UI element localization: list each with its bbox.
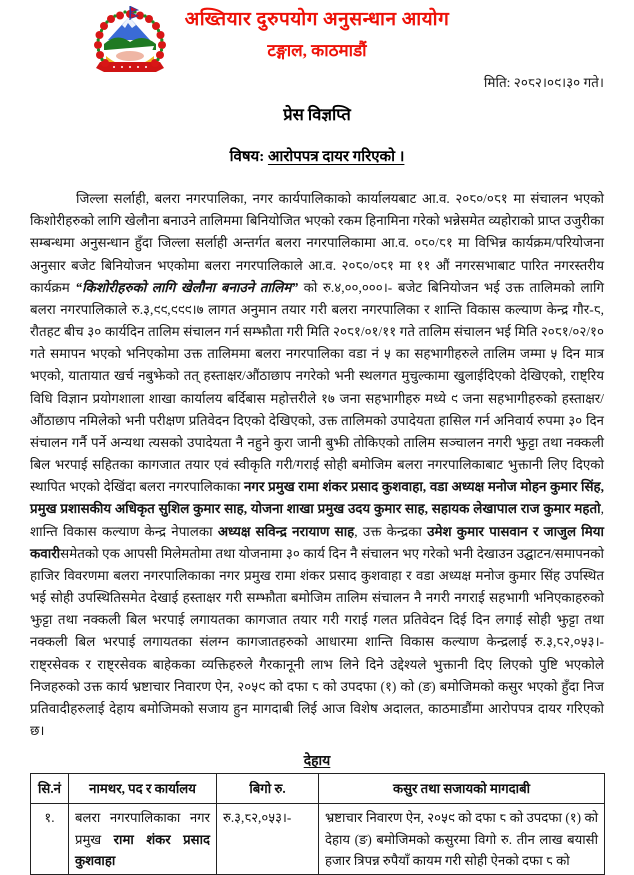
- cell-amount: रु.३,८२,०५३।-: [217, 804, 319, 874]
- table-header-row: [31, 774, 605, 804]
- column-header-name: नामथर, पद र कार्यालय: [69, 774, 217, 804]
- cell-charge-and-penalty: भ्रष्टाचार निवारण ऐन, २०५९ को दफा ८ को उपदफा (१) को देहाय (ङ) बमोजिमको कसुरमा विगो रु. तीन लाख बयासी हजार त्रिपन्न रुपैयाँ कायम गरी सोही ऐनको दफा ८ को: [319, 804, 605, 874]
- subject-line: [0, 146, 634, 166]
- column-header-charge: कसुर तथा सजायको मागदाबी: [319, 774, 605, 804]
- press-release-document: [0, 5, 634, 868]
- column-header-amount: बिगो रु.: [217, 774, 319, 804]
- subject-prefix: विषय:: [229, 149, 268, 165]
- table-row: [31, 804, 605, 874]
- charges-table: [30, 773, 605, 875]
- date-line: मिति: २०८२।०९।३० गते।: [483, 75, 604, 90]
- cell-serial-number: १.: [31, 804, 69, 874]
- column-header-sn: सि.नं: [31, 774, 69, 804]
- org-location: टङ्गाल, काठमाडौं: [267, 41, 367, 60]
- org-name: अख्तियार दुरुपयोग अनुसन्धान आयोग: [184, 9, 450, 30]
- cell-name-post-office: बलरा नगरपालिकाका नगर प्रमुख रामा शंकर प्रसाद कुशवाहा: [69, 804, 217, 874]
- press-release-title: प्रेस विज्ञप्ति: [283, 105, 351, 124]
- nepal-government-emblem-icon: [84, 6, 176, 78]
- subject-text: आरोपपत्र दायर गरिएको ।: [267, 149, 405, 165]
- table-caption: देहाय: [303, 754, 331, 770]
- body-paragraph: जिल्ला सर्लाही, बलरा नगरपालिका, नगर कार्यपालिकाको कार्यालयबाट आ.व. २०८०/०८१ मा संचालन भएको किशोरीहरुको लागि खेलौना बनाउने तालिममा बिनियोजित भएको रकम हिनामिना गरेको भन्नेसमेत व्यहोराको प्राप्त उजुरीका सम्बन्धमा अनुसन्धान हुँदा जिल्ला सर्लाही अन्तर्गत बलरा नगरपालिकामा आ.व. ०८०/८१ मा विभिन्न कार्यक्रम/परियोजना अनुसार बजेट बिनियोजन भएकोमा बलरा नगरपालिकाले आ.व. २०८०/०८१ मा ११ औं नगरसभाबाट पारित नगरस्तरीय कार्यक्रम “किशोरीहरुको लागि खेलौना बनाउने तालिम” को रु.४,००,०००।- बजेट बिनियोजन भई उक्त तालिमको लागि बलरा नगरपालिकाले रु.३,९९,९९९।७ लागत अनुमान तयार गरी बलरा नगरपालिका र शान्ति विकास कल्याण केन्द्र गौर-८, रौतहट बीच ३० कार्यदिन तालिम संचालन गर्न सम्झौता गरी मिति २०८१/०१/११ गते तालिम संचालन भई मिति २०८१/०२/१० गते समापन भएको भनिएकोमा उक्त तालिममा बलरा नगरपालिका वडा नं ५ का सहभागीहरुले तालिम जम्मा ५ दिन मात्र भएको, यातायात खर्च नबुझेको तत् हस्ताक्षर/औंठाछाप नगरेको भनी स्थलगत मुचुल्कामा खुलाईदिएको देखिएको, राष्ट्रिय विधि विज्ञान प्रयोगशाला शाखा कार्यालय बर्दिबास महोत्तरीले १७ जना सहभागीहरु मध्ये ९ जना सहभागीहरुको हस्ताक्षर/औंठाछाप नमिलेको भनी परीक्षण प्रतिवेदन दिएको देखिएको, उक्त तालिमको उपादेयता हासिल गर्न अनिवार्य रुपमा ३० दिन संचालन गर्नै पर्ने अन्यथा त्यसको उपादेयता नै नहुने कुरा जानी बुझी तोकिएको तालिम सञ्चालन नगरी झुट्टा तथा नक्कली बिल भरपाई सहितका कागजात तयार एवं स्वीकृति गरी/गराई सोही बमोजिम बलरा नगरपालिकाबाट भुक्तानी लिए दिएको स्थापित भएको देखिंदा बलरा नगरपालिकाका नगर प्रमुख रामा शंकर प्रसाद कुशवाहा, वडा अध्यक्ष मनोज मोहन कुमार सिंह, प्रमुख प्रशासकीय अधिकृत सुशिल कुमार साह, योजना शाखा प्रमुख उदय कुमार साह, सहायक लेखापाल राज कुमार महतो, शान्ति विकास कल्याण केन्द्र नेपालका अध्यक्ष सविन्द्र नरायाण साह, उक्त केन्द्रका उमेश कुमार पासवान र जाजुल मिया कवारीसमेतको एक आपसी मिलेमतोमा तथा योजनामा ३० कार्य दिन नै संचालन भए गरेको भनी देखाउन उद्घाटन/समापनको हाजिर विवरणमा बलरा नगरपालिकाका नगर प्रमुख रामा शंकर प्रसाद कुशवाहा र वडा अध्यक्ष मनोज कुमार सिंह उपस्थित भई सोही उपस्थितिसमेत देखाई हस्ताक्षर गरी सम्झौता बमोजिम तालिम संचालन नै नगरी नगराई सहभागी भनिएकाहरुको झुट्टा तथा नक्कली बिल भरपाई लगायतका कागजात तयार गरी गराई गलत प्रतिवेदन दिई दिन लगाई सोही झुट्टा तथा नक्कली बिल भरपाई लगायतका संलग्न कागजातहरुको आधारमा शान्ति विकास कल्याण केन्द्रलाई रु.३,८२,०५३।- राष्ट्रसेवक र राष्ट्रसेवक बाहेकका व्यक्तिहरुले गैरकानूनी लाभ लिने दिने उद्देश्यले भुक्तानी दिए लिएको पुष्टि भएकोले निजहरुको उक्त कार्य भ्रष्टाचार निवारण ऐन, २०५९ को दफा ८ को उपदफा (१) को (ङ) बमोजिमको कसुर भएको हुँदा निज प्रतिवादीहरुलाई देहाय बमोजिमको सजाय हुन मागदाबी लिई आज विशेष अदालत, काठमाडौंमा आरोपपत्र दायर गरिएको छ।: [30, 191, 604, 739]
